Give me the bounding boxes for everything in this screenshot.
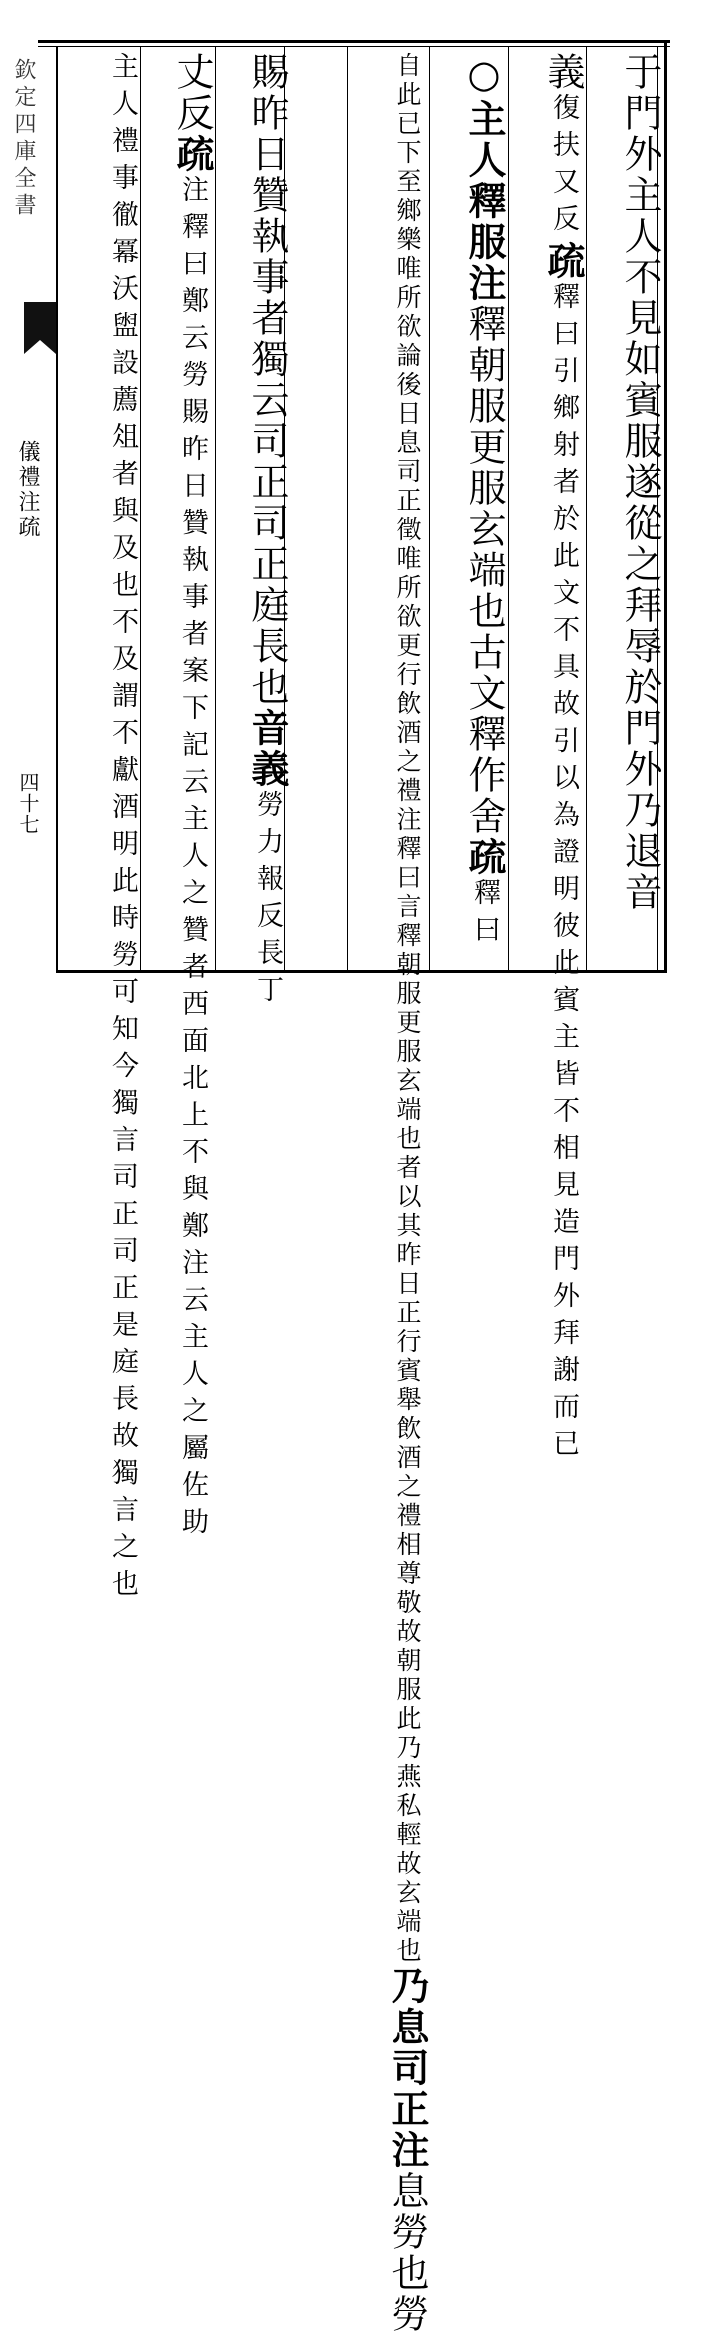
column-rule — [429, 47, 430, 970]
frame-top-line — [38, 40, 670, 43]
frame-left-line — [56, 46, 58, 973]
main-text: 義 — [541, 52, 585, 93]
text-column-3 — [437, 52, 507, 968]
column-rule — [586, 47, 587, 970]
commentary-text: 釋曰 — [469, 878, 500, 952]
main-text: 主人釋服 — [462, 99, 507, 263]
commentary-marker: 音義 — [245, 708, 290, 790]
column-rule — [347, 47, 348, 970]
text-column-2 — [516, 52, 586, 1466]
main-text: 乃息司正 — [385, 1966, 430, 2130]
fishtail-mark — [22, 300, 58, 356]
library-label: 欽定四庫全書 — [11, 58, 36, 220]
commentary-marker: 疏 — [541, 241, 586, 282]
commentary-text: 釋曰引鄉射者於此文不具故引以為證明彼此賓主皆不相見造門外拜謝而已 — [548, 282, 579, 1466]
frame-top-inner-line — [38, 46, 670, 47]
text-column-5 — [220, 52, 290, 1012]
commentary-text: 復扶又反 — [548, 93, 579, 241]
commentary-marker: 疏 — [462, 837, 507, 878]
commentary-marker: 注 — [385, 2130, 430, 2171]
commentary-marker: 疏 — [170, 134, 215, 175]
column-rule — [508, 47, 509, 970]
commentary-marker: 注 — [462, 263, 507, 304]
column-rule — [215, 47, 216, 970]
commentary-text: 主人禮事徹冪沃盥設薦俎者與及也不及謂不獻酒明此時勞可知今獨言司正司正是庭長故獨言之也 — [107, 52, 138, 1606]
commentary-text: 勞力報反長丁 — [252, 790, 283, 1012]
main-text: 丈反 — [170, 52, 214, 134]
book-title: 儀禮注疏 — [15, 440, 40, 540]
commentary-text: 自此已下至鄉樂唯所欲論後日息司正徵唯所欲更行飲酒之禮注釋曰言釋朝服更服玄端也者以其昨日正行賓舉飲酒之禮相尊敬故朝服此乃燕私輕故玄端也 — [393, 52, 422, 1966]
text-column-7 — [62, 52, 138, 1606]
column-rule — [140, 47, 141, 970]
commentary-text: 注釋曰鄭云勞賜昨日贊執事者案下記云主人之贊者西面北上不與鄭注云主人之屬佐助 — [177, 175, 208, 1544]
section-marker: ○ — [462, 52, 506, 99]
main-text: 釋朝服更服玄端也古文釋作舍 — [462, 304, 506, 837]
page-number: 四十七 — [16, 772, 40, 835]
main-text: 賜昨日贊執事者獨云司正司正庭長也 — [245, 52, 289, 708]
text-column-1 — [594, 52, 662, 968]
main-text: 息勞也勞 — [385, 2171, 429, 2335]
text-column-4 — [352, 52, 430, 2335]
frame-right-line — [664, 40, 667, 973]
text-column-6 — [145, 52, 215, 1544]
main-text: 于門外主人不見如賓服遂從之拜辱於門外乃退音 — [618, 52, 662, 913]
